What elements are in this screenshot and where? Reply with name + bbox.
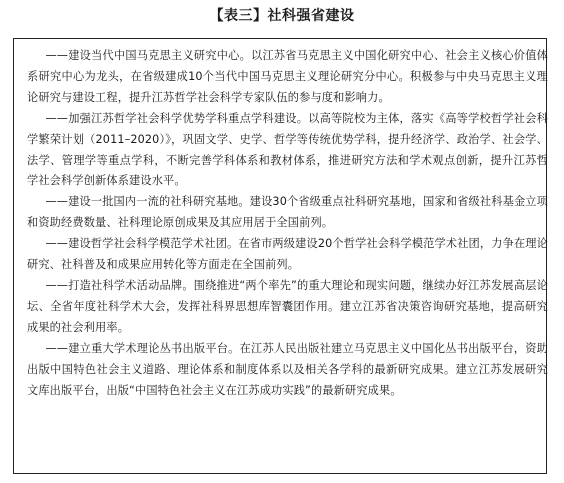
paragraph-academic-societies: ——建设哲学社会科学模范学术社团。在省市两级建设20个哲学社会科学模范学术社团，力争在理论研究、社科普及和成果应用转化等方面走在全国前列。 (27, 237, 548, 272)
paragraph-discipline-construction: ——加强江苏哲学社会科学优势学科重点学科建设。以高等院校为主体，落实《高等学校哲学社会科学繁荣计划（2011–2020）》，巩固文学、史学、哲学等传统优势学科，提升经济学、政治学、社会学、法学、管理学等重点学科，不断完善学科体系和教材体系，推进研究方法和学术观点创新，提升江苏哲学社会科学创新体系建设水平。 (27, 111, 548, 188)
paragraph-academic-activities: ——打造社科学术活动品牌。围绕推进“两个率先”的重大理论和现实问题，继续办好江苏发展高层论坛、全省年度社科学术大会，发挥社科界思想库智囊团作用。建立江苏省决策咨询研究基地，提高研究成果的社会利用率。 (27, 278, 548, 334)
paragraph-publishing-platform: ——建立重大学术理论丛书出版平台。在江苏人民出版社建立马克思主义中国化丛书出版平台，资助出版中国特色社会主义道路、理论体系和制度体系以及相关各学科的最新研究成果。建立江苏发展研究文库出版平台，出版“中国特色社会主义在江苏成功实践”的最新研究成果。 (27, 341, 548, 397)
paragraph-research-bases: ——建设一批国内一流的社科研究基地。建设30个省级重点社科研究基地，国家和省级社科基金立项和资助经费数量、社科理论原创成果及其应用居于全国前列。 (27, 195, 548, 230)
text-body (27, 46, 548, 401)
paragraph-marxism-research-center: ——建设当代中国马克思主义研究中心。以江苏省马克思主义中国化研究中心、社会主义核心价值体系研究中心为龙头，在省级建成10个当代中国马克思主义理论研究分中心。积极参与中央马克思主义理论研究与建设工程，提升江苏哲学社会科学专家队伍的参与度和影响力。 (27, 49, 548, 104)
table-title: 【表三】社科强省建设 (209, 8, 355, 24)
